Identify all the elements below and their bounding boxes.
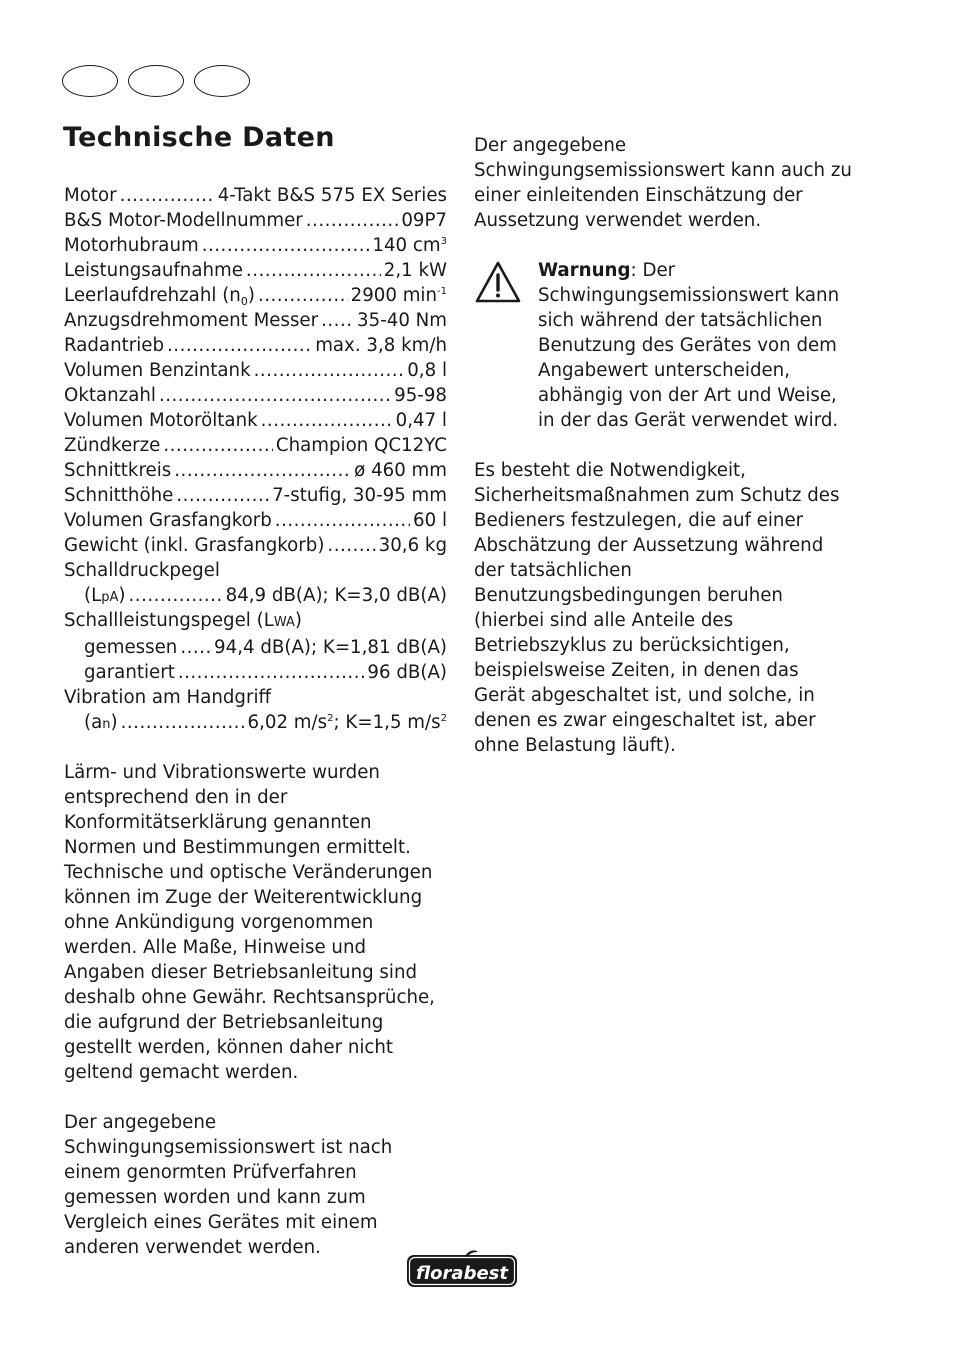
spec-row xyxy=(64,458,447,483)
florabest-logo xyxy=(405,1250,519,1290)
spec-value: 60 l xyxy=(413,510,447,531)
spec-value: 4-Takt B&S 575 EX Series xyxy=(217,185,447,206)
right-column xyxy=(474,133,854,758)
warning-text: Warnung: Der Schwingungsemissionswert kann sich während der tatsächlichen Benutzung des Gerätes von dem Angabewert unterscheiden, abhängig von der Art und Weise, in der das Gerät verwendet wird. xyxy=(538,260,840,431)
spec-row xyxy=(64,433,447,458)
spec-value: 96 dB(A) xyxy=(367,662,447,683)
language-oval-icon xyxy=(194,65,250,97)
spec-row xyxy=(64,483,447,508)
spec-row xyxy=(64,183,447,208)
spec-label: (an) xyxy=(84,712,118,733)
leader-dots xyxy=(121,710,245,735)
spec-row xyxy=(64,583,447,608)
language-ovals xyxy=(62,65,254,99)
spec-row xyxy=(64,408,447,433)
paragraph-measurement-note: Lärm- und Vibrationswerte wurden entsprechend den in der Konformitätserklärung genannten Normen und Bestimmungen ermittelt. xyxy=(64,762,411,858)
spec-label: Leerlaufdrehzahl $(n_0)$ xyxy=(64,285,255,308)
spec-value: max. 3,8 km/h xyxy=(315,335,447,356)
spec-label: Volumen Benzintank xyxy=(64,360,251,381)
leader-dots xyxy=(180,635,211,660)
left-column xyxy=(64,183,447,1260)
leader-dots xyxy=(254,358,405,383)
leader-dots xyxy=(129,583,223,608)
spec-value: 0,47 l xyxy=(395,410,447,431)
spec-row xyxy=(64,358,447,383)
spec-label: Leistungsaufnahme xyxy=(64,260,243,281)
spec-label: Schnitthöhe xyxy=(64,485,174,506)
spec-label: gemessen xyxy=(84,637,178,658)
spec-value: 09P7 xyxy=(401,210,447,231)
leader-dots xyxy=(258,283,348,308)
spec-value: 140 $cm^3$ xyxy=(372,235,447,256)
spec-label: Anzugsdrehmoment Messer xyxy=(64,310,319,331)
spec-label: Radantrieb xyxy=(64,335,164,356)
spec-label: Oktanzahl xyxy=(64,385,156,406)
spec-value: 94,4 dB(A); K=1,81 dB(A) xyxy=(214,637,447,658)
spec-label: Volumen Motoröltank xyxy=(64,410,258,431)
spec-label: Volumen Grasfangkorb xyxy=(64,510,272,531)
leader-dots xyxy=(163,433,273,458)
language-oval-icon xyxy=(128,65,184,97)
spec-label: B&S Motor-Modellnummer xyxy=(64,210,303,231)
spec-row xyxy=(64,233,447,258)
leader-dots xyxy=(167,333,312,358)
spec-value: 84,9 dB(A); K=3,0 dB(A) xyxy=(225,585,447,606)
spec-value: 2,1 kW xyxy=(383,260,447,281)
language-oval-icon xyxy=(62,65,118,97)
spec-value: 35-40 Nm xyxy=(357,310,447,331)
spec-row xyxy=(64,333,447,358)
spec-row xyxy=(64,635,447,660)
spec-heading: Schallleistungspegel (LWA) xyxy=(64,610,302,631)
spec-label: (LpA) xyxy=(84,585,126,606)
paragraph-vibration-value: Der angegebene Schwingungsemissionswert ist nach einem genormten Prüfverfahren gemessen worden und kann zum Vergleich eines Gerätes mit einem anderen verwendet werden. xyxy=(64,1112,393,1258)
svg-text:florabest: florabest xyxy=(416,1263,508,1284)
warning-block xyxy=(474,258,854,433)
spec-row xyxy=(64,710,447,735)
paragraph-vibration-assessment: Der angegebene Schwingungsemissionswert kann auch zu einer einleitenden Einschätzung der Aussetzung verwendet werden. xyxy=(474,135,852,231)
spec-label: Gewicht (inkl. Grasfangkorb) xyxy=(64,535,325,556)
leader-dots xyxy=(178,660,365,685)
spec-row xyxy=(64,660,447,685)
spec-row xyxy=(64,383,447,408)
leader-dots xyxy=(261,408,393,433)
spec-value: 2900 $\min^{-1}$ xyxy=(350,285,447,306)
spec-value: 30,6 kg xyxy=(378,535,447,556)
leader-dots xyxy=(159,383,391,408)
spec-label: garantiert xyxy=(84,662,175,683)
spec-row xyxy=(64,283,447,308)
spec-value: Champion QC12YC xyxy=(275,435,447,456)
spec-row xyxy=(64,533,447,558)
spec-heading: Schalldruckpegel xyxy=(64,560,220,581)
leader-dots xyxy=(176,483,269,508)
paragraph-safety-measures: Es besteht die Notwendigkeit, Sicherheitsmaßnahmen zum Schutz des Bedieners festzulegen, die auf einer Abschätzung der Aussetzung während der tatsächlichen Benutzungsbedingungen beruhen (hierbei sind alle Anteile des Betriebszyklus zu berücksichtigen, beispielsweise Zeiten, in denen das Gerät abgeschaltet ist, und solche, in denen es zwar eingeschaltet ist, aber ohne Belastung läuft). xyxy=(474,460,840,756)
leader-dots xyxy=(246,258,381,283)
leader-dots xyxy=(174,458,351,483)
leader-dots xyxy=(202,233,370,258)
spec-row xyxy=(64,508,447,533)
spec-row xyxy=(64,258,447,283)
spec-label: Motorhubraum xyxy=(64,235,199,256)
warning-triangle-icon xyxy=(474,260,522,304)
spec-value: ø 460 mm xyxy=(354,460,447,481)
leader-dots xyxy=(327,533,375,558)
leader-dots xyxy=(306,208,399,233)
spec-value: 6,02 $m/s^2$; K=1,5 $m/s^2$ xyxy=(247,712,447,733)
page-title: Technische Daten xyxy=(63,122,335,153)
spec-row xyxy=(64,208,447,233)
leader-dots xyxy=(275,508,410,533)
spec-value: 7-stufig, 30-95 mm xyxy=(272,485,447,506)
spec-heading: Vibration am Handgriff xyxy=(64,687,272,708)
spec-value: 95-98 xyxy=(394,385,447,406)
paragraph-changes-note: Technische und optische Veränderungen können im Zuge der Weiterentwicklung ohne Ankündigung vorgenommen werden. Alle Maße, Hinweise und Angaben dieser Betriebsanleitung sind deshalb ohne Gewähr. Rechtsansprüche, die aufgrund der Betriebsanleitung gestellt werden, können daher nicht geltend gemacht werden. xyxy=(64,862,435,1083)
spec-value: 0,8 l xyxy=(407,360,447,381)
leader-dots xyxy=(321,308,354,333)
spec-row xyxy=(64,308,447,333)
leader-dots xyxy=(120,183,215,208)
spec-label: Zündkerze xyxy=(64,435,161,456)
spec-label: Motor xyxy=(64,185,117,206)
spec-label: Schnittkreis xyxy=(64,460,172,481)
spec-list xyxy=(64,183,447,558)
